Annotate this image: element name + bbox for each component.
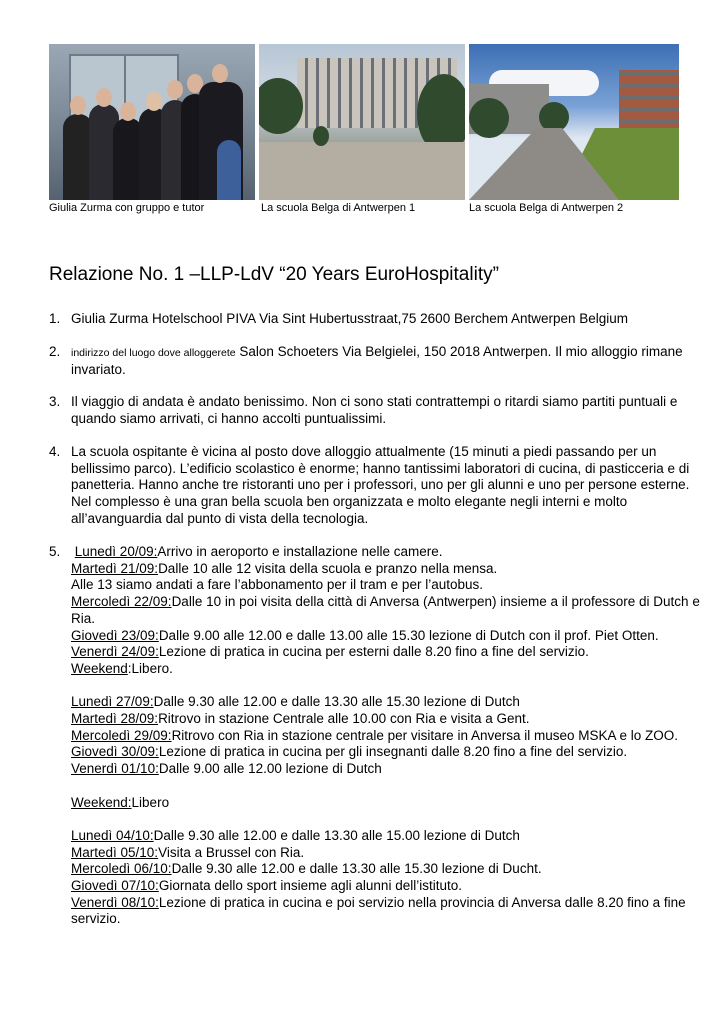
schedule-day: Giovedì 07/10: — [71, 878, 159, 894]
schedule-line — [71, 694, 701, 711]
schedule-text: Giornata dello sport insieme agli alunni dell’istituto. — [158, 878, 462, 894]
schedule-text: :Libero. — [127, 660, 173, 676]
schedule-line — [71, 544, 701, 561]
schedule-line — [71, 661, 701, 678]
schedule-text: Alle 13 siamo andati a fare l’abbonamento per il tram e per l’autobus. — [71, 577, 483, 593]
schedule-line — [71, 644, 701, 661]
schedule-text: Dalle 9.00 alle 12.00 e dalle 13.00 alle 15.30 lezione di Dutch con il prof. Piet Otten. — [158, 627, 659, 643]
schedule-line — [71, 761, 701, 778]
schedule-text: Lezione di pratica in cucina e poi servizio nella provincia di Anversa dalle 8.20 fino a fine servizio. — [71, 894, 686, 927]
schedule-line — [71, 744, 701, 761]
photo-caption: La scuola Belga di Antwerpen 2 — [469, 202, 624, 214]
schedule-day: Venerdì 08/10: — [71, 894, 159, 910]
school-photo-2-image — [469, 44, 679, 200]
item-text: Giulia Zurma Hotelschool PIVA Via Sint Hubertusstraat,75 2600 Berchem Antwerpen Belgium — [71, 311, 629, 326]
schedule-line — [71, 828, 701, 845]
schedule-day: Mercoledì 22/09: — [71, 594, 172, 610]
item-text: La scuola ospitante è vicina al posto dove alloggio attualmente (15 minuti a piedi passando per un bellissimo parco). L’edificio scolastico è enorme; hanno tantissimi laboratori di cucina, di pasticceria e di panetteria. Hanno anche tre ristoranti uno per i professori, uno per gli alunni e uno per persone esterne. Nel complesso è una gran bella scuola ben organizzata e molto elegante negli interni e molto all’avanguardia dal punto di vista della tecnologia. — [71, 444, 690, 526]
schedule-line — [71, 594, 701, 627]
schedule-line — [71, 711, 701, 728]
schedule-text: Dalle 10 alle 12 visita della scuola e pranzo nella mensa. — [158, 560, 498, 576]
schedule-text: Lezione di pratica in cucina per esterni dalle 8.20 fino a fine del servizio. — [158, 644, 589, 660]
schedule-text: Arrivo in aeroporto e installazione nelle camere. — [157, 544, 443, 559]
schedule-day: Weekend: — [71, 794, 132, 810]
schedule-text: Dalle 9.30 alle 12.00 e dalle 13.30 alle 15.30 lezione di Ducht. — [171, 861, 542, 877]
schedule-day: Martedì 21/09: — [71, 560, 159, 576]
schedule-line — [71, 845, 701, 862]
school-photo-1-image — [259, 44, 465, 200]
schedule-line — [71, 878, 701, 895]
schedule-line — [71, 795, 701, 812]
schedule-text: Ritrovo in stazione Centrale alle 10.00 con Ria e visita a Gent. — [158, 711, 530, 727]
photo-caption: Giulia Zurma con gruppo e tutor — [49, 202, 205, 214]
photo-school-2 — [469, 44, 679, 214]
schedule-day: Martedì 28/09: — [71, 711, 159, 727]
schedule-day: Giovedì 30/09: — [71, 744, 159, 760]
list-item — [49, 444, 699, 528]
schedule-day: Mercoledì 06/10: — [71, 861, 172, 877]
schedule-text: Lezione di pratica in cucina per gli insegnanti dalle 8.20 fino a fine del servizio. — [158, 744, 628, 760]
photo-group-with-tutor — [49, 44, 255, 214]
schedule-text: Libero — [131, 794, 170, 810]
list-item — [49, 344, 699, 378]
item-number: 1. — [49, 311, 61, 326]
item-number: 2. — [49, 344, 61, 359]
item-number: 5. — [49, 544, 61, 559]
list-item — [49, 311, 699, 328]
item-small-text: indirizzo del luogo dove alloggerete — [71, 347, 236, 359]
photo-strip — [49, 44, 679, 214]
item-number: 4. — [49, 444, 61, 459]
schedule-text: Dalle 10 in poi visita della città di Anversa (Antwerpen) insieme a il professore di Dutch e Ria. — [71, 594, 700, 626]
group-photo-image — [49, 44, 255, 200]
schedule-day: Lunedì 27/09: — [71, 694, 154, 710]
schedule-day: Giovedì 23/09: — [71, 627, 159, 643]
schedule-day: Lunedì 20/09: — [74, 544, 158, 559]
schedule-day: Weekend — [71, 660, 128, 676]
schedule-day: Venerdì 01/10: — [71, 761, 159, 777]
photo-caption: La scuola Belga di Antwerpen 1 — [261, 202, 416, 214]
item-text: Il viaggio di andata è andato benissimo. Non ci sono stati contrattempi o ritardi siamo partiti puntuali e quando siamo arrivati, ci hanno accolti puntualissimi. — [71, 394, 678, 426]
schedule-text: Ritrovo con Ria in stazione centrale per visitare in Anversa il museo MSKA e lo ZOO. — [171, 727, 679, 743]
schedule-text: Dalle 9.30 alle 12.00 e dalle 13.30 alle 15.00 lezione di Dutch — [153, 827, 520, 843]
schedule-line — [71, 628, 701, 645]
schedule-line — [71, 861, 701, 878]
item-main-text: Salon Schoeters Via Belgielei, 150 2018 Antwerpen. Il mio alloggio rimane invariato. — [71, 344, 683, 377]
item-text — [71, 344, 699, 378]
schedule-line — [71, 561, 701, 578]
schedule-day: Mercoledì 29/09: — [71, 727, 172, 743]
page-title: Relazione No. 1 –LLP-LdV “20 Years EuroHospitality” — [49, 264, 499, 285]
schedule-line — [71, 895, 701, 928]
item-number: 3. — [49, 394, 61, 409]
schedule-text: Visita a Brussel con Ria. — [158, 844, 305, 860]
schedule-line — [71, 577, 701, 594]
schedule-day: Lunedì 04/10: — [71, 827, 154, 843]
schedule-line — [71, 728, 701, 745]
list-item — [49, 394, 699, 427]
schedule-text: Dalle 9.30 alle 12.00 e dalle 13.30 alle 15.30 lezione di Dutch — [153, 694, 520, 710]
schedule-day: Martedì 05/10: — [71, 844, 159, 860]
schedule-text: Dalle 9.00 alle 12.00 lezione di Dutch — [158, 761, 382, 777]
photo-school-1 — [259, 44, 465, 214]
schedule — [49, 544, 701, 928]
schedule-day: Venerdì 24/09: — [71, 644, 159, 660]
